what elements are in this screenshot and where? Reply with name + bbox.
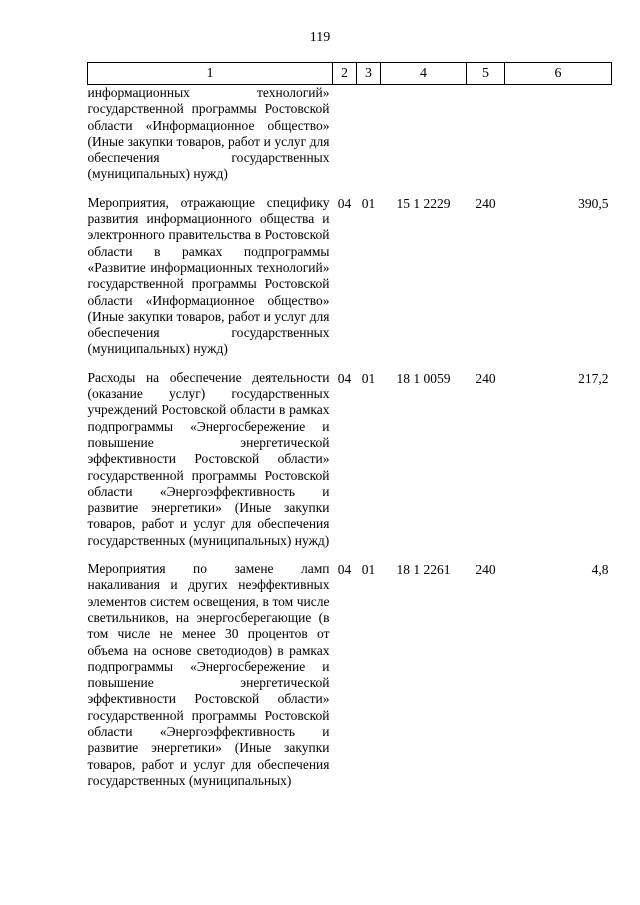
header-col-6: 6 bbox=[505, 63, 612, 85]
table-header bbox=[88, 63, 612, 85]
row-target-code: 18 1 0059 bbox=[396, 370, 451, 386]
header-col-2: 2 bbox=[333, 63, 357, 85]
row-amount bbox=[505, 85, 612, 195]
row-description: Расходы на обеспечение деятельности (оказание услуг) государственных учреждений Ростовской области в рамках подпрограммы «Энергосбережение и повышение энергетической эффективности Ростовской области» государственной программы Ростовской области «Энергоэффективность и развитие энергетики» (Иные закупки товаров, работ и услуг для обеспечения государственных (муниципальных) нужд) bbox=[87, 369, 330, 548]
row-description: информационных технологий» государственной программы Ростовской области «Информационное общество» (Иные закупки товаров, работ и услуг для обеспечения государственных (муниципальных) нужд) bbox=[87, 85, 330, 182]
row-target-code bbox=[381, 85, 467, 195]
row-expense-type: 240 bbox=[475, 370, 496, 386]
header-col-3: 3 bbox=[357, 63, 381, 85]
table-row bbox=[88, 370, 612, 561]
row-section bbox=[333, 85, 357, 195]
header-col-1: 1 bbox=[88, 63, 333, 85]
row-subsection bbox=[357, 85, 381, 195]
budget-table bbox=[87, 62, 612, 789]
page-number: 119 bbox=[309, 30, 331, 45]
row-amount: 4,8 bbox=[591, 562, 609, 578]
row-amount: 217,2 bbox=[578, 370, 609, 386]
row-section: 04 bbox=[337, 562, 352, 578]
table-row bbox=[88, 195, 612, 370]
table-row bbox=[88, 561, 612, 789]
row-section: 04 bbox=[337, 195, 352, 211]
row-target-code: 18 1 2261 bbox=[396, 562, 451, 578]
row-expense-type: 240 bbox=[475, 195, 496, 211]
row-expense-type bbox=[467, 85, 505, 195]
row-expense-type: 240 bbox=[475, 562, 496, 578]
header-col-4: 4 bbox=[381, 63, 467, 85]
table-body bbox=[88, 85, 612, 790]
row-subsection: 01 bbox=[361, 195, 376, 211]
row-description: Мероприятия, отражающие специфику развития информационного общества и электронного правительства в Ростовской области в рамках подпрограммы «Развитие информационных технологий» государственной программы Ростовской области «Информационное общество» (Иные закупки товаров, работ и услуг для обеспечения государственных (муниципальных) нужд) bbox=[87, 194, 330, 357]
row-section: 04 bbox=[337, 370, 352, 386]
row-subsection: 01 bbox=[361, 370, 376, 386]
row-target-code: 15 1 2229 bbox=[396, 195, 451, 211]
header-col-5: 5 bbox=[467, 63, 505, 85]
header-row bbox=[88, 63, 612, 85]
row-amount: 390,5 bbox=[578, 195, 609, 211]
row-description: Мероприятия по замене ламп накаливания и других неэффективных элементов систем освещения, в том числе светильников, на энергосберегающие (в том числе не менее 30 процентов от объема на основе светодиодов) в рамках подпрограммы «Энергосбережение и повышение энергетической эффективности Ростовской области» государственной программы Ростовской области «Энергоэффективность и развитие энергетики» (Иные закупки товаров, работ и услуг для обеспечения государственных (муниципальных) bbox=[87, 561, 330, 788]
row-subsection: 01 bbox=[361, 562, 376, 578]
table-row bbox=[88, 85, 612, 195]
